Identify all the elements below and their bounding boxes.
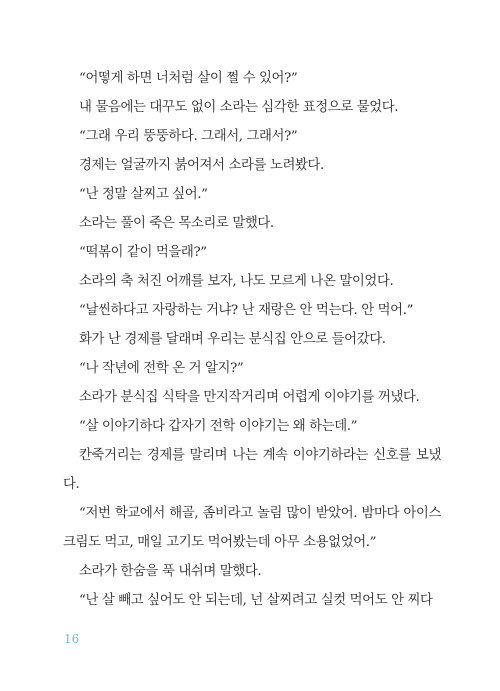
paragraph: “살 이야기하다 갑자기 전학 이야기는 왜 하는데.” [79, 419, 358, 434]
paragraph: 소라가 분식집 식탁을 만지작거리며 어렵게 이야기를 꺼냈다. [79, 390, 420, 405]
paragraph: “저번 학교에서 해골, 좀비라고 놀림 많이 받았어. 밤마다 아이스크림도 먹고, 매일 고기도 먹어봤는데 아무 소용없었어.” [63, 506, 441, 550]
paragraph: 칸죽거리는 경제를 말리며 나는 계속 이야기하라는 신호를 보냈다. [63, 448, 441, 492]
paragraph: “떡볶이 같이 먹을래?” [79, 245, 207, 260]
paragraph: “난 정말 살찌고 싶어.” [79, 187, 208, 202]
paragraph: “그래 우리 뚱뚱하다. 그래서, 그래서?” [79, 129, 298, 144]
body-text [63, 64, 441, 615]
paragraph: 경제는 얼굴까지 붉어져서 소라를 노려봤다. [79, 158, 324, 173]
paragraph: 소라의 축 처진 어깨를 보자, 나도 모르게 나온 말이었다. [79, 274, 394, 289]
paragraph: 내 물음에는 대꾸도 없이 소라는 심각한 표정으로 물었다. [79, 100, 399, 115]
page-number: 16 [64, 632, 80, 646]
paragraph: “난 살 빼고 싶어도 안 되는데, 넌 살찌려고 실컷 먹어도 안 찌다 [79, 593, 433, 608]
paragraph: 화가 난 경제를 달래며 우리는 분식집 안으로 들어갔다. [79, 332, 386, 347]
paragraph: 소라는 풀이 죽은 목소리로 말했다. [79, 216, 274, 231]
paragraph: “나 작년에 전학 온 거 알지?” [79, 361, 244, 376]
paragraph: “어떻게 하면 너처럼 살이 쩔 수 있어?” [79, 71, 298, 86]
paragraph: 소라가 한숨을 푹 내쉬며 말했다. [79, 564, 262, 579]
paragraph: “날씬하다고 자랑하는 거냐? 난 재랑은 안 먹는다. 안 먹어.” [79, 303, 414, 318]
